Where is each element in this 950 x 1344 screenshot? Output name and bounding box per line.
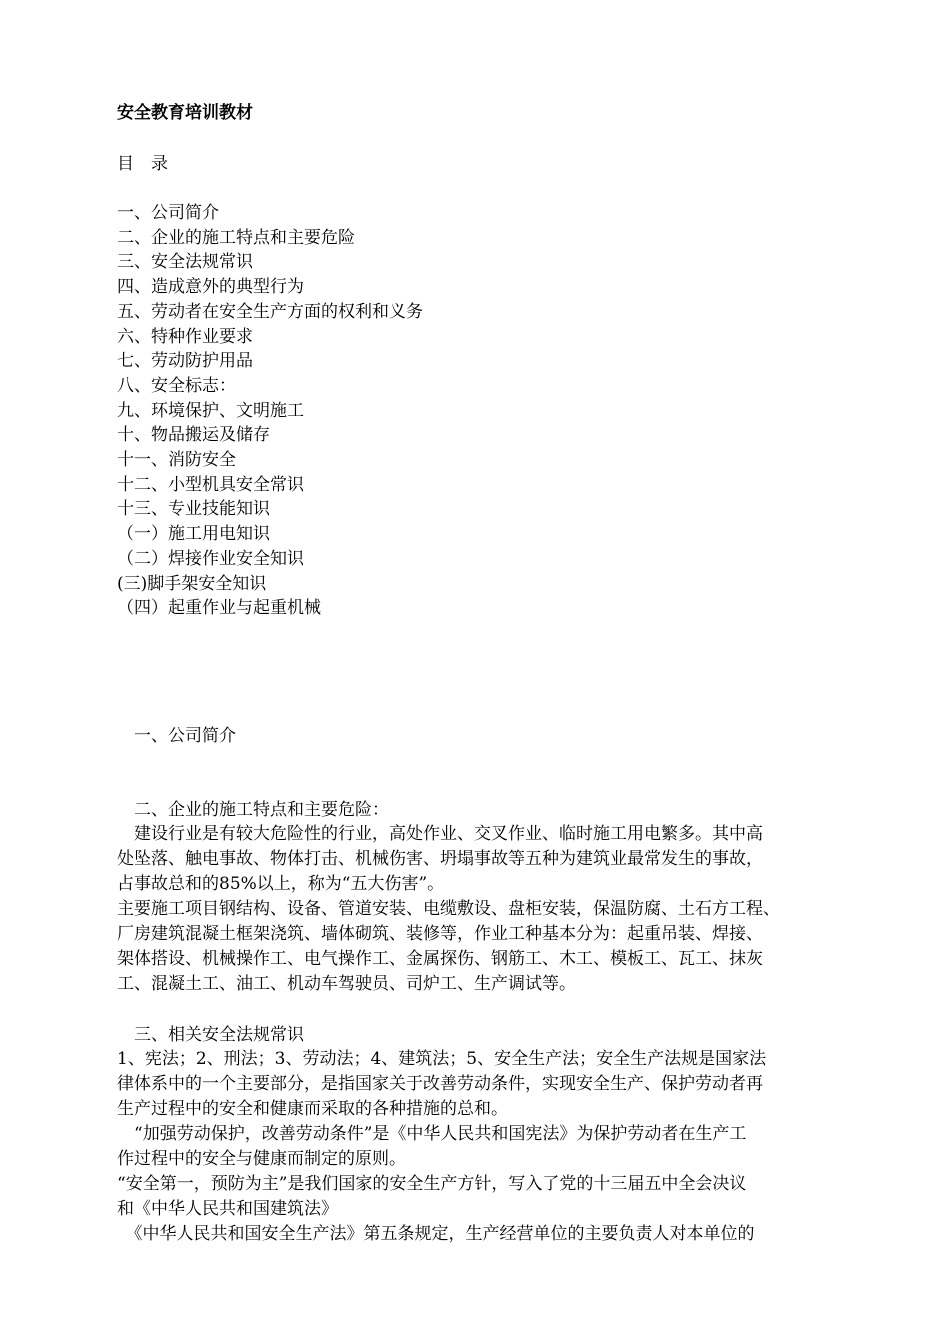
toc-item: 十、物品搬运及储存 [117, 425, 270, 446]
paragraph-line: 1、宪法；2、刑法；3、劳动法；4、建筑法；5、安全生产法；安全生产法规是国家法 [117, 1049, 767, 1069]
paragraph-line: 律体系中的一个主要部分，是指国家关于改善劳动条件，实现安全生产、保护劳动者再 [117, 1074, 763, 1094]
toc-item: 一、公司简介 [117, 203, 219, 223]
toc-item: 二、企业的施工特点和主要危险 [117, 227, 355, 248]
paragraph-line: 占事故总和的85%以上，称为“五大伤害”。 [117, 874, 445, 894]
paragraph-line: 工、混凝土工、油工、机动车驾驶员、司炉工、生产调试等。 [117, 974, 576, 994]
section-3-heading: 三、相关安全法规常识 [117, 1025, 304, 1045]
paragraph-line: “加强劳动保护，改善劳动条件”是《中华人民共和国宪法》为保护劳动者在生产工 [117, 1124, 747, 1144]
section-3-paragraph-3 [117, 1172, 877, 1222]
paragraph-line: 主要施工项目钢结构、设备、管道安装、电缆敷设、盘柜安装，保温防腐、土石方工程、 [117, 899, 780, 919]
toc-item: 十一、消防安全 [117, 450, 236, 471]
toc-item: 四、造成意外的典型行为 [117, 277, 304, 298]
section-3-paragraph-1 [117, 1047, 877, 1122]
toc-item: 三、安全法规常识 [117, 252, 253, 273]
toc-item: 六、特种作业要求 [117, 326, 253, 347]
toc-heading: 目 录 [117, 154, 168, 174]
section-1-heading: 一、公司简介 [117, 726, 236, 746]
paragraph-line: “安全第一，预防为主”是我们国家的安全生产方针，写入了党的十三届五中全会决议 [117, 1174, 747, 1194]
toc-item: 七、劳动防护用品 [117, 351, 253, 372]
section-2-heading: 二、企业的施工特点和主要危险： [117, 800, 389, 820]
section-3-paragraph-4 [117, 1222, 877, 1247]
section-3-paragraph-2 [117, 1122, 877, 1172]
toc-item: 八、安全标志： [117, 375, 236, 396]
paragraph-line: 作过程中的安全与健康而制定的原则。 [117, 1149, 406, 1169]
document-title: 安全教育培训教材 [117, 103, 253, 123]
toc-item: 十二、小型机具安全常识 [117, 474, 304, 495]
toc-item: （四）起重作业与起重机械 [117, 598, 321, 619]
section-2-paragraph-2 [117, 897, 877, 997]
toc-item: （二）焊接作业安全知识 [117, 548, 304, 569]
toc-item: 五、劳动者在安全生产方面的权利和义务 [117, 301, 423, 322]
table-of-contents [117, 201, 423, 621]
paragraph-line: 《中华人民共和国安全生产法》第五条规定，生产经营单位的主要负责人对本单位的 [117, 1224, 755, 1244]
toc-item: 十三、专业技能知识 [117, 499, 270, 520]
toc-item: 九、环境保护、文明施工 [117, 400, 304, 421]
toc-item: (三)脚手架安全知识 [117, 573, 267, 594]
paragraph-line: 建设行业是有较大危险性的行业，高处作业、交叉作业、临时施工用电繁多。其中高 [117, 824, 763, 844]
toc-item: （一）施工用电知识 [117, 524, 270, 545]
paragraph-line: 和《中华人民共和国建筑法》 [117, 1199, 338, 1219]
paragraph-line: 生产过程中的安全和健康而采取的各种措施的总和。 [117, 1099, 508, 1119]
paragraph-line: 厂房建筑混凝土框架浇筑、墙体砌筑、装修等，作业工种基本分为：起重吊装、焊接、 [117, 924, 763, 944]
section-2-paragraph-1 [117, 822, 877, 897]
paragraph-line: 架体搭设、机械操作工、电气操作工、金属探伤、钢筋工、木工、模板工、瓦工、抹灰 [117, 949, 763, 969]
paragraph-line: 处坠落、触电事故、物体打击、机械伤害、坍塌事故等五种为建筑业最常发生的事故， [117, 849, 763, 869]
